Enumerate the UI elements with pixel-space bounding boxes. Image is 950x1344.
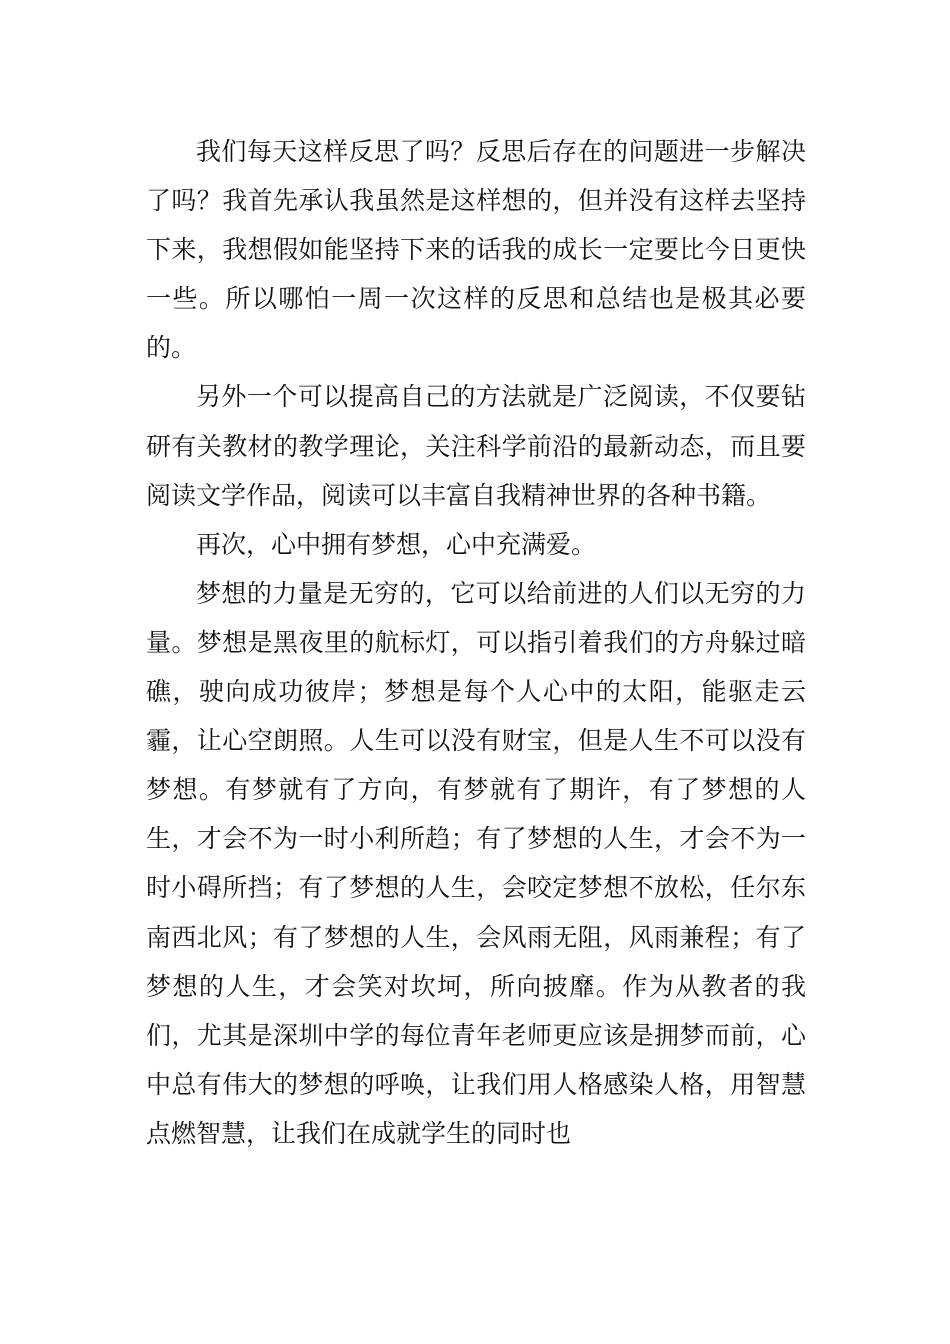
paragraph-reflection: 我们每天这样反思了吗？反思后存在的问题进一步解决了吗？我首先承认我虽然是这样想的，但并没有这样去坚持下来，我想假如能坚持下来的话我的成长一定要比今日更快一些。所以哪怕一周一次这样的反思和总结也是极其必要的。 xyxy=(146,137,806,363)
paragraph-dream: 梦想的力量是无穷的，它可以给前进的人们以无穷的力量。梦想是黑夜里的航标灯，可以指引着我们的方舟躲过暗礁，驶向成功彼岸；梦想是每个人心中的太阳，能驱走云霾，让心空朗照。人生可以没有财宝，但是人生不可以没有梦想。有梦就有了方向，有梦就有了期许，有了梦想的人生，才会不为一时小利所趋；有了梦想的人生，才会不为一时小碍所挡；有了梦想的人生，会咬定梦想不放松，任尔东南西北风；有了梦想的人生，会风雨无阻，风雨兼程；有了梦想的人生，才会笑对坎坷，所向披靡。作为从教者的我们，尤其是深圳中学的每位青年老师更应该是拥梦而前，心中总有伟大的梦想的呼唤，让我们用人格感染人格，用智慧点燃智慧，让我们在成就学生的同时也 xyxy=(146,578,806,1148)
paragraph-dream-heading: 再次，心中拥有梦想，心中充满爱。 xyxy=(196,529,597,559)
paragraph-reading: 另外一个可以提高自己的方法就是广泛阅读，不仅要钻研有关教材的教学理论，关注科学前沿的最新动态，而且要阅读文学作品，阅读可以丰富自我精神世界的各种书籍。 xyxy=(146,382,806,510)
body-text xyxy=(146,127,806,1158)
